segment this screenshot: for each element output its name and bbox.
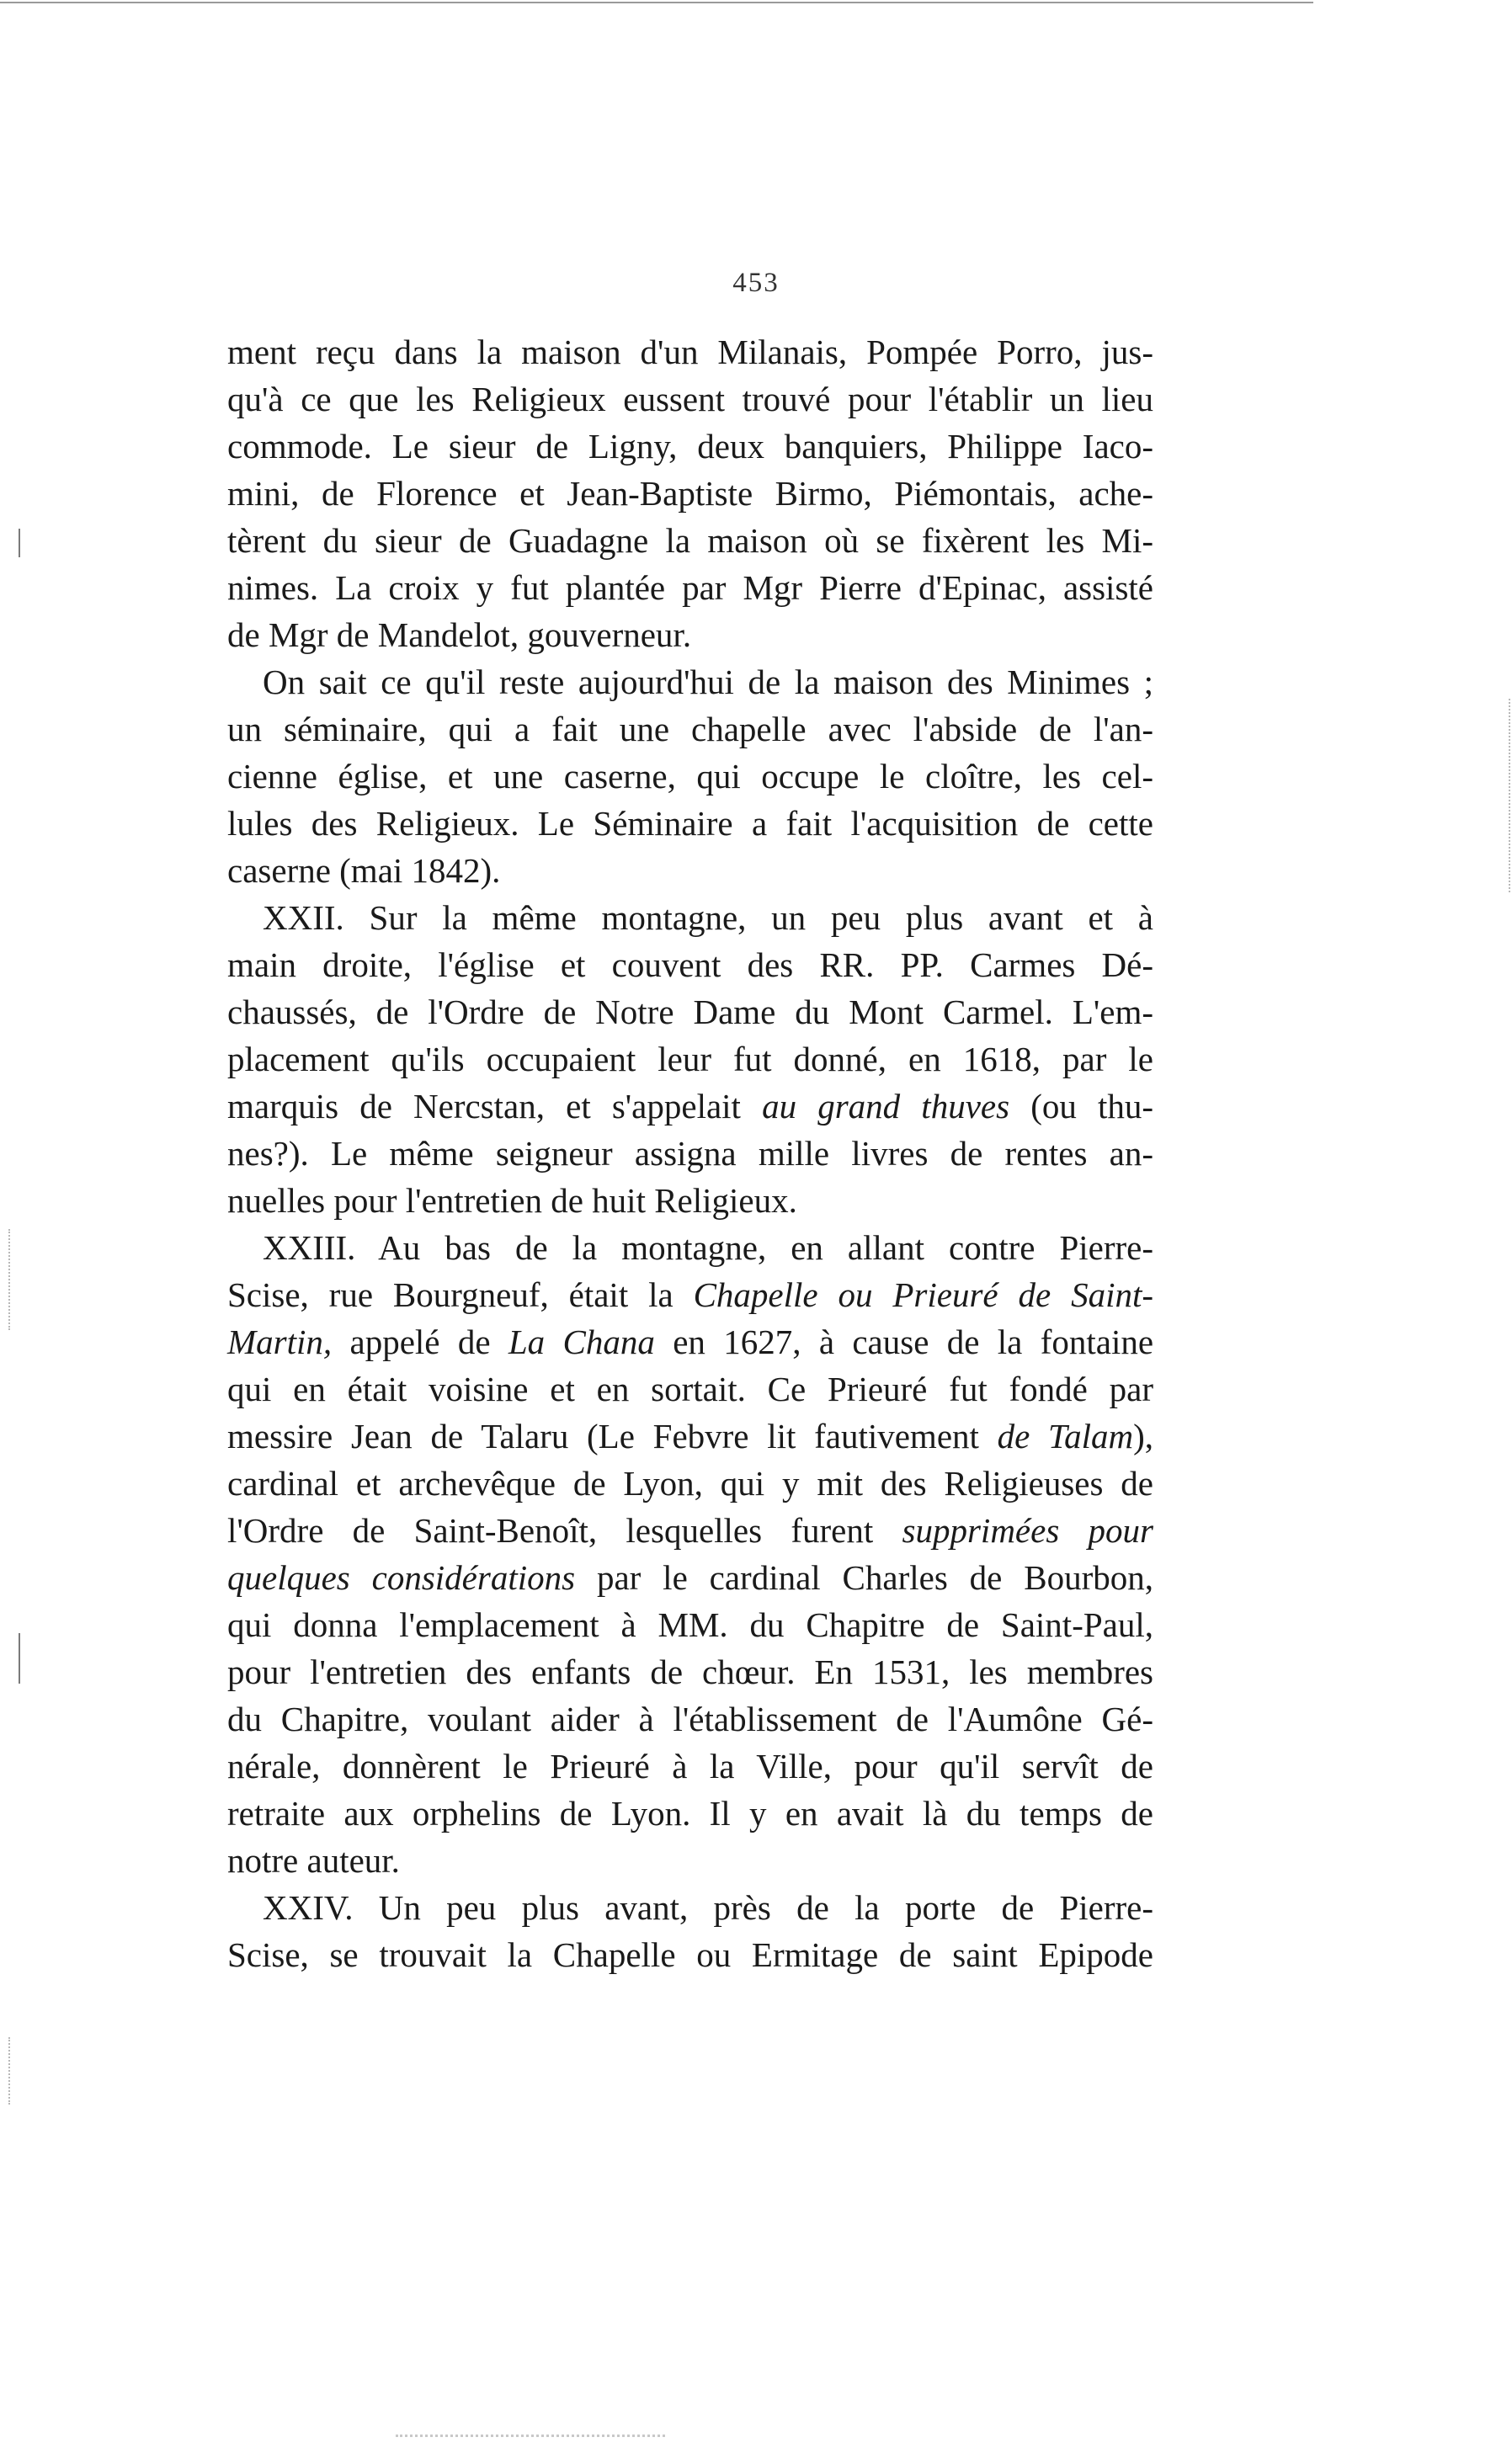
text-line: chaussés, de l'Ordre de Notre Dame du Mont Carmel. L'em- bbox=[227, 993, 1153, 1031]
text-line: On sait ce qu'il reste aujourd'hui de la maison des Minimes ; bbox=[263, 663, 1153, 701]
text-line bbox=[227, 1413, 1153, 1460]
text-line: tèrent du sieur de Guadagne la maison où se fixèrent les Mi- bbox=[227, 521, 1153, 560]
text-line: nimes. La croix y fut plantée par Mgr Pierre d'Epinac, assisté bbox=[227, 568, 1153, 607]
top-scan-rule bbox=[0, 2, 1313, 3]
section-heading-xxiii: XXIII. Au bas de la montagne, en allant contre Pierre- bbox=[263, 1228, 1153, 1267]
italic-segment: Chapelle ou Prieuré de Saint- bbox=[693, 1275, 1153, 1314]
text-segment: appelé de bbox=[349, 1322, 491, 1361]
text-line bbox=[227, 1554, 1153, 1601]
text-line: notre auteur. bbox=[227, 1841, 400, 1880]
text-line bbox=[227, 1271, 1153, 1318]
text-line: de Mgr de Mandelot, gouverneur. bbox=[227, 615, 692, 654]
italic-segment: quelques considérations bbox=[227, 1558, 576, 1597]
text-line bbox=[227, 1083, 1153, 1130]
text-segment: en 1627, à cause de la fontaine bbox=[673, 1322, 1154, 1361]
text-line: ment reçu dans la maison d'un Milanais, Pompée Porro, jus- bbox=[227, 333, 1153, 371]
text-segment: ), bbox=[1133, 1417, 1153, 1455]
text-segment: (ou thu- bbox=[1030, 1087, 1154, 1126]
text-line: qui donna l'emplacement à MM. du Chapitre de Saint-Paul, bbox=[227, 1605, 1153, 1644]
text-line: qu'à ce que les Religieux eussent trouvé pour l'établir un lieu bbox=[227, 380, 1153, 418]
text-segment: Scise, rue Bourgneuf, était la bbox=[227, 1275, 673, 1314]
left-margin-mark bbox=[19, 1633, 20, 1684]
left-edge-dots bbox=[8, 1229, 12, 1330]
text-segment: l'Ordre de Saint-Benoît, lesquelles furent bbox=[227, 1511, 874, 1550]
text-line: lules des Religieux. Le Séminaire a fait l'acquisition de cette bbox=[227, 804, 1153, 843]
italic-segment: de Talam bbox=[997, 1417, 1134, 1455]
text-line: nuelles pour l'entretien de huit Religieux. bbox=[227, 1181, 797, 1220]
text-line: cienne église, et une caserne, qui occupe le cloître, les cel- bbox=[227, 757, 1153, 796]
text-segment: par le cardinal Charles de Bourbon, bbox=[596, 1558, 1153, 1597]
text-line: pour l'entretien des enfants de chœur. En 1531, les membres bbox=[227, 1652, 1153, 1691]
text-line: retraite aux orphelins de Lyon. Il y en avait là du temps de bbox=[227, 1794, 1153, 1833]
text-line: placement qu'ils occupaient leur fut donné, en 1618, par le bbox=[227, 1040, 1153, 1078]
section-heading-xxii: XXII. Sur la même montagne, un peu plus avant et à bbox=[263, 898, 1153, 937]
section-heading-xxiv: XXIV. Un peu plus avant, près de la porte de Pierre- bbox=[263, 1888, 1153, 1927]
left-margin-mark bbox=[19, 529, 20, 557]
text-segment: messire Jean de Talaru (Le Febvre lit fautivement bbox=[227, 1417, 979, 1455]
text-line: Scise, se trouvait la Chapelle ou Ermitage de saint Epipode bbox=[227, 1935, 1153, 1974]
italic-segment: La Chana bbox=[508, 1322, 655, 1361]
text-line: un séminaire, qui a fait une chapelle avec l'abside de l'an- bbox=[227, 710, 1153, 748]
page-number: 453 bbox=[732, 268, 780, 298]
text-line: du Chapitre, voulant aider à l'établissement de l'Aumône Gé- bbox=[227, 1700, 1153, 1738]
italic-segment: au grand thuves bbox=[762, 1087, 1010, 1126]
text-line: mini, de Florence et Jean-Baptiste Birmo, Piémontais, ache- bbox=[227, 474, 1153, 513]
text-segment: marquis de Nercstan, et s'appelait bbox=[227, 1087, 741, 1126]
italic-segment: Martin, bbox=[227, 1322, 333, 1361]
text-line: main droite, l'église et couvent des RR. PP. Carmes Dé- bbox=[227, 945, 1153, 984]
text-line: nérale, donnèrent le Prieuré à la Ville, pour qu'il servît de bbox=[227, 1747, 1153, 1785]
text-line: caserne (mai 1842). bbox=[227, 851, 501, 890]
text-line: cardinal et archevêque de Lyon, qui y mit des Religieuses de bbox=[227, 1464, 1153, 1503]
text-line bbox=[227, 1507, 1153, 1554]
left-edge-dots bbox=[8, 2037, 12, 2105]
bottom-scan-smudge bbox=[396, 2435, 665, 2440]
text-line bbox=[227, 1318, 1153, 1365]
italic-segment: supprimées pour bbox=[902, 1511, 1153, 1550]
text-line: nes?). Le même seigneur assigna mille livres de rentes an- bbox=[227, 1134, 1153, 1173]
right-edge-dots bbox=[1509, 699, 1512, 892]
body-text bbox=[227, 328, 1153, 1978]
text-line: qui en était voisine et en sortait. Ce Prieuré fut fondé par bbox=[227, 1370, 1153, 1408]
text-line: commode. Le sieur de Ligny, deux banquiers, Philippe Iaco- bbox=[227, 427, 1153, 466]
